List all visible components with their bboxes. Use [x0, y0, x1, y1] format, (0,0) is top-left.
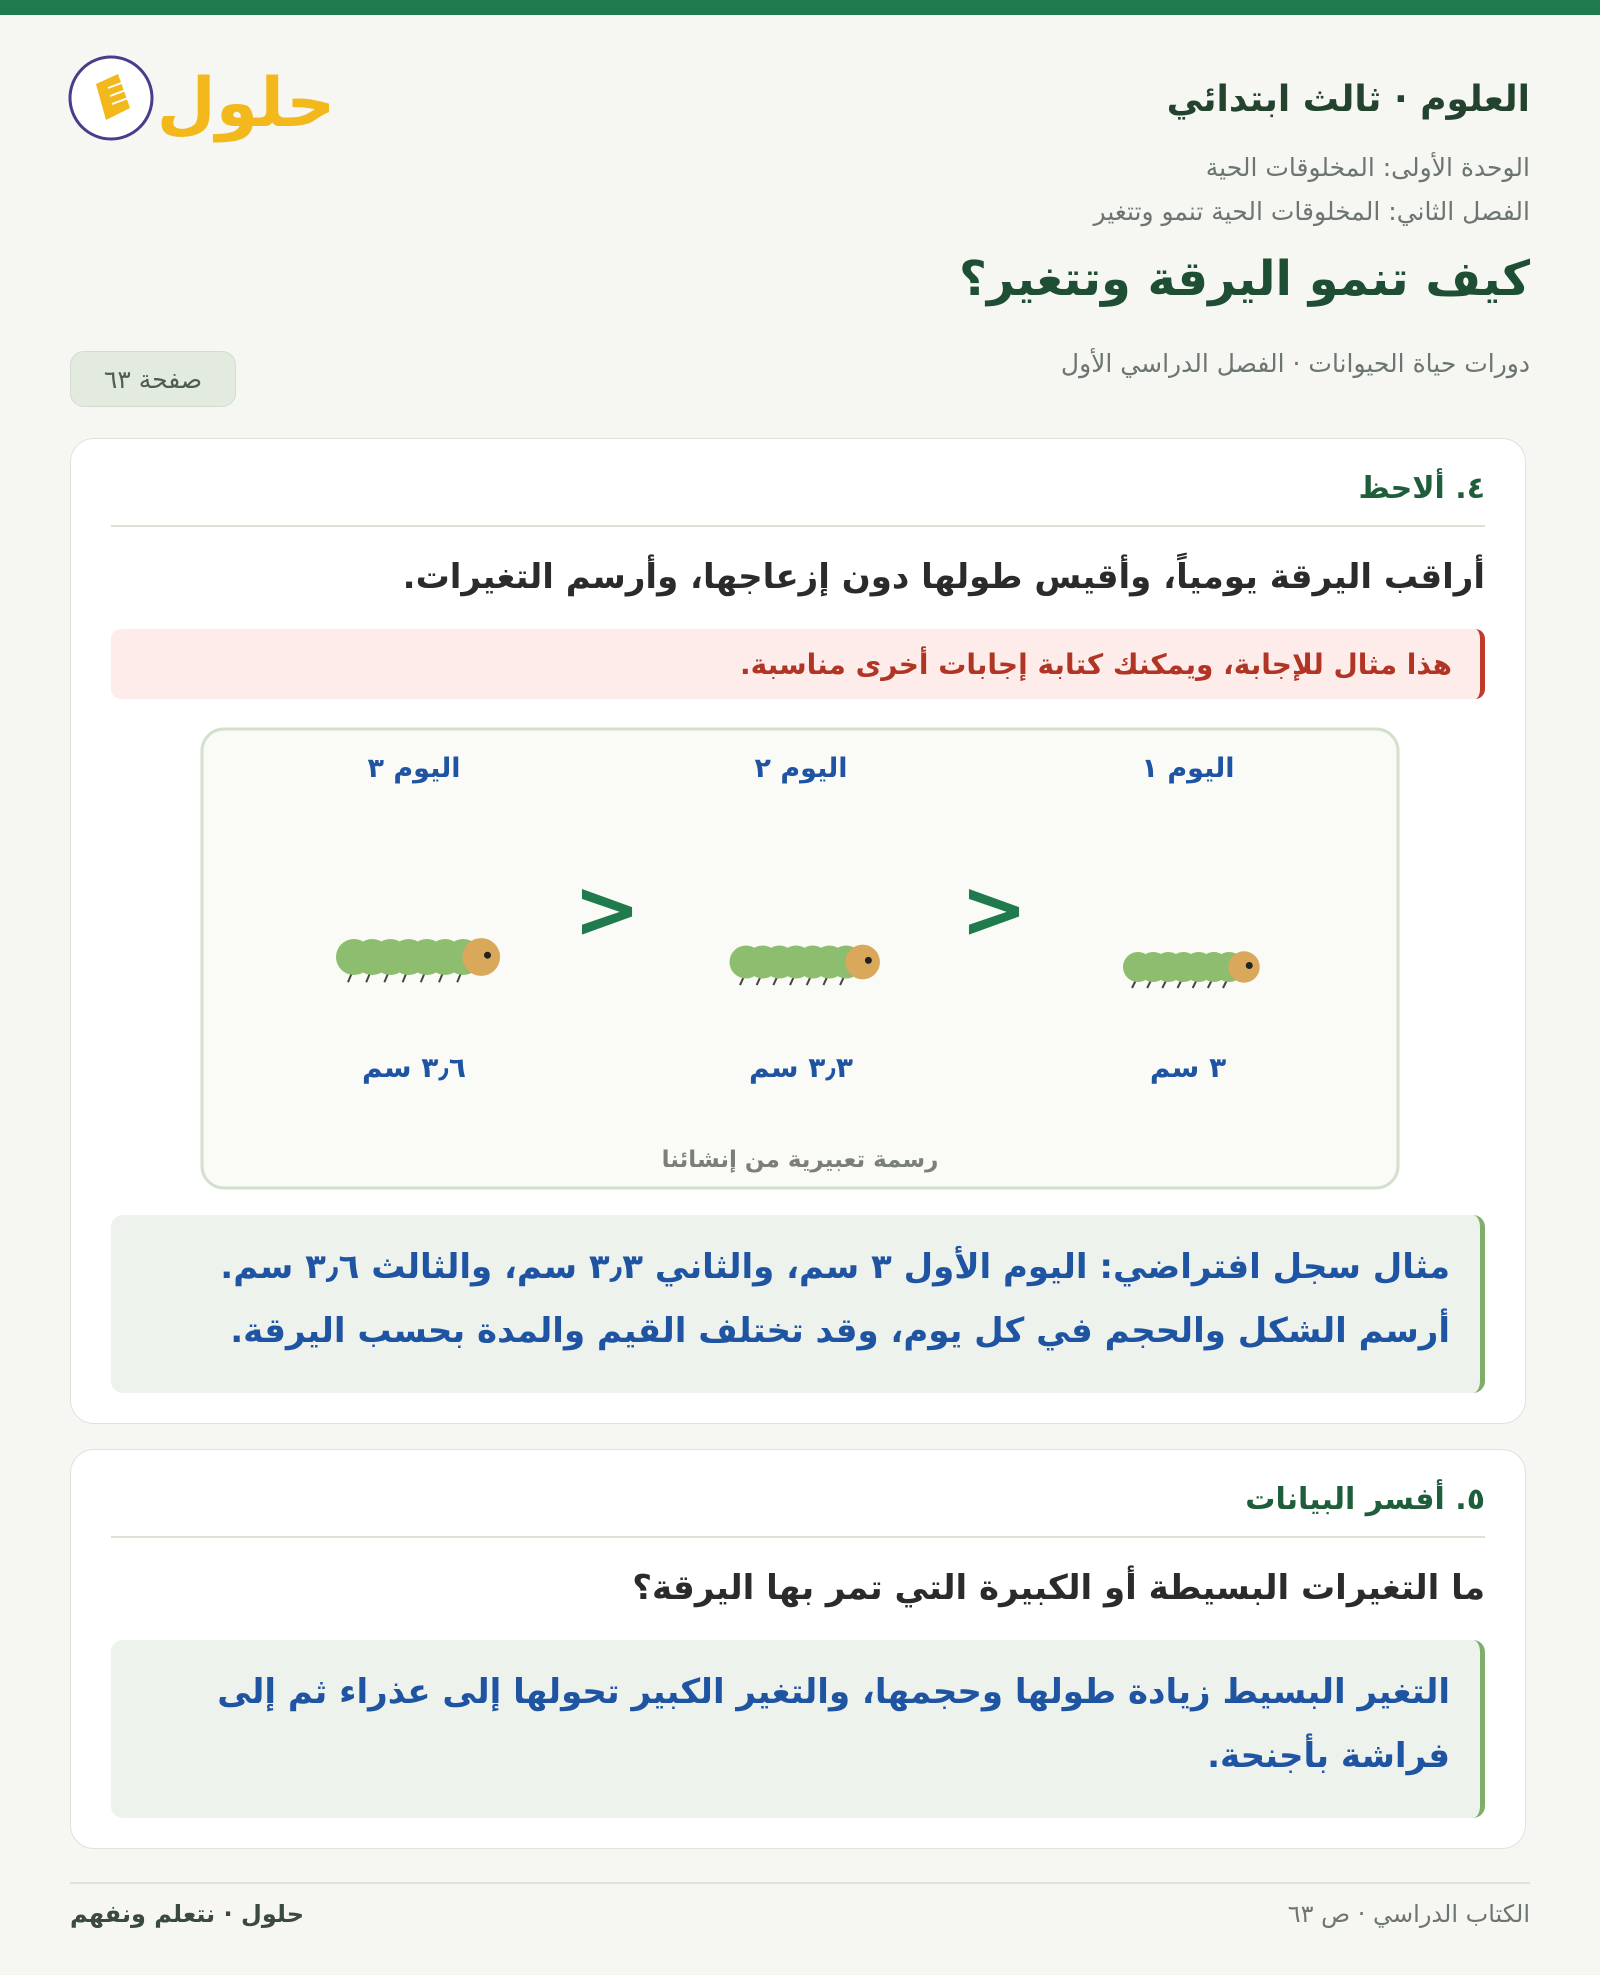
answer-box [111, 1215, 1485, 1393]
footer-page-ref: الكتاب الدراسي · ص ٦٣ [1287, 1900, 1530, 1928]
footer-brand: حلول · نتعلم ونفهم [70, 1900, 304, 1928]
footer-divider [70, 1882, 1530, 1884]
answer-line: التغير البسيط زيادة طولها وحجمها، والتغير الكبير تحولها إلى عذراء ثم إلى [217, 1672, 1450, 1712]
chapter-label: الفصل الثاني: المخلوقات الحية تنمو وتتغير [1093, 197, 1530, 226]
caterpillar-eye [865, 957, 872, 964]
answer-line: أرسم الشكل والحجم في كل يوم، وقد تختلف القيم والمدة بحسب اليرقة. [230, 1311, 1450, 1351]
question-text: ما التغيرات البسيطة أو الكبيرة التي تمر بها اليرقة؟ [632, 1568, 1485, 1608]
length-label: ٣ سم [1149, 1051, 1227, 1084]
top-accent-bar [0, 0, 1600, 15]
section-divider [111, 525, 1485, 527]
day-label: اليوم ٣ [367, 753, 461, 784]
hulul-logo [68, 48, 338, 148]
subject-title: العلوم · ثالث ابتدائي [1166, 79, 1530, 120]
section-interpret-card [70, 1449, 1526, 1849]
caterpillar-head [1228, 951, 1260, 983]
answer-line: فراشة بأجنحة. [1207, 1736, 1450, 1776]
caterpillar-head [845, 945, 880, 980]
growth-arrow: < [960, 863, 1028, 956]
logo-text: حلول [156, 64, 336, 143]
example-notice: هذا مثال للإجابة، ويمكنك كتابة إجابات أخرى مناسبة. [111, 629, 1485, 699]
page-header [630, 72, 1530, 384]
diagram-caption: رسمة تعبيرية من إنشائنا [661, 1147, 939, 1173]
unit-label: الوحدة الأولى: المخلوقات الحية [1205, 153, 1530, 182]
caterpillar-growth-diagram [200, 727, 1400, 1190]
length-label: ٣٫٦ سم [362, 1051, 466, 1084]
caterpillar-head [462, 938, 500, 976]
section-title: ٤. ألاحظ [1358, 471, 1485, 506]
section-divider [111, 1536, 1485, 1538]
answer-box [111, 1640, 1485, 1818]
lesson-title: كيف تنمو اليرقة وتتغير؟ [958, 251, 1530, 307]
day-label: اليوم ٢ [754, 753, 848, 784]
topic-label: دورات حياة الحيوانات · الفصل الدراسي الأول [1060, 349, 1530, 378]
page-number-badge: صفحة ٦٣ [70, 351, 236, 407]
growth-arrow: < [573, 863, 641, 956]
caterpillar-eye [1246, 962, 1253, 969]
section-title: ٥. أفسر البيانات [1245, 1482, 1485, 1517]
answer-line: مثال سجل افتراضي: اليوم الأول ٣ سم، والثاني ٣٫٣ سم، والثالث ٣٫٦ سم. [220, 1247, 1450, 1287]
question-text: أراقب اليرقة يومياً، وأقيس طولها دون إزعاجها، وأرسم التغيرات. [402, 557, 1485, 597]
length-label: ٣٫٣ سم [749, 1051, 853, 1084]
day-label: اليوم ١ [1141, 753, 1235, 784]
caterpillar-eye [484, 952, 491, 959]
